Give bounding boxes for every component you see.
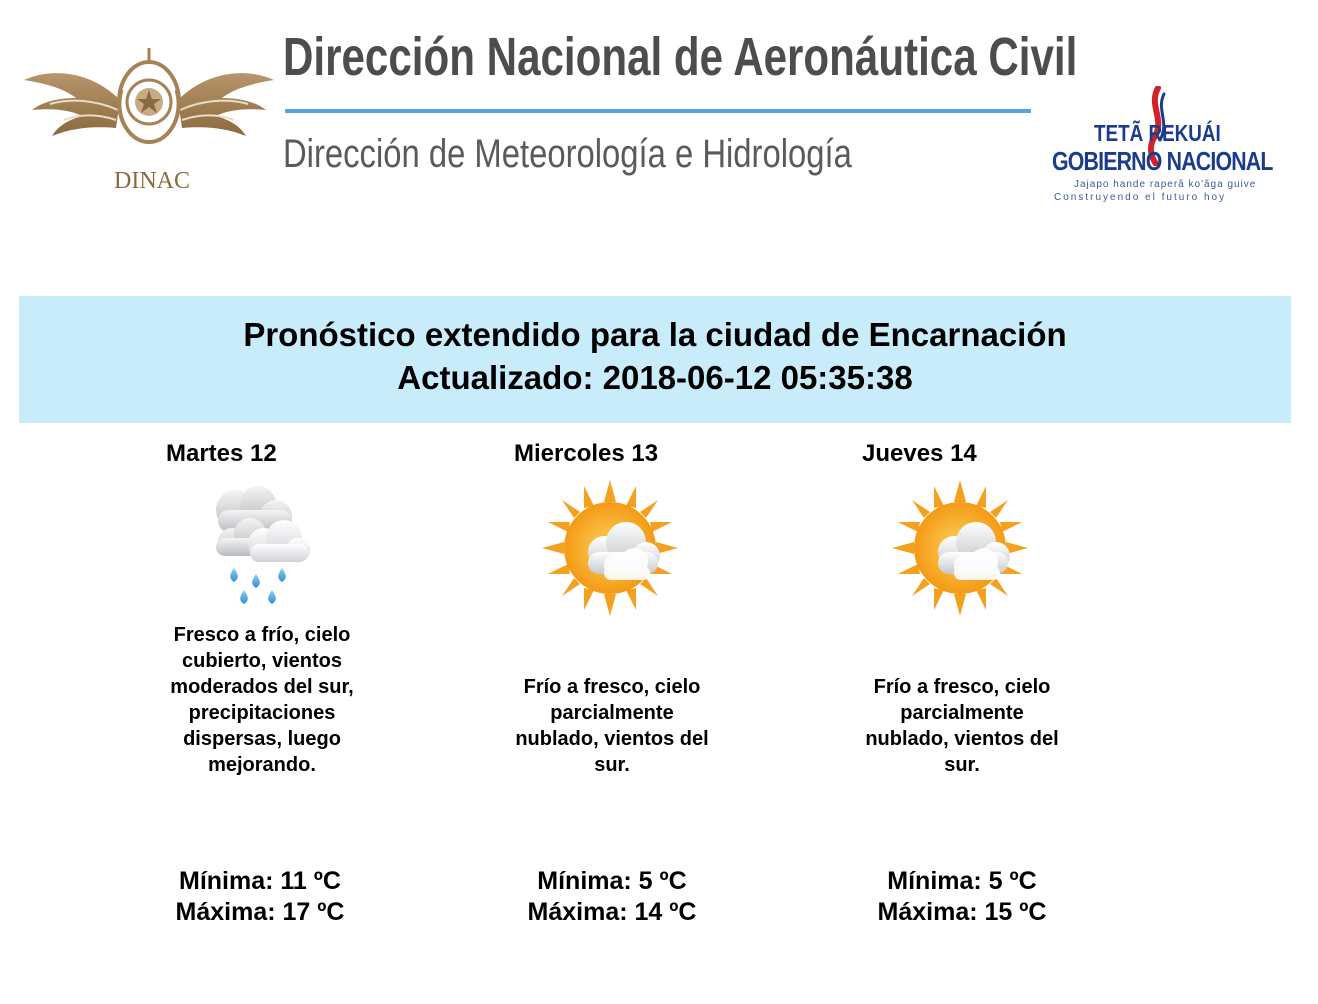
forecast-day-2 bbox=[514, 436, 834, 956]
dinac-logo bbox=[20, 40, 278, 200]
winged-emblem-icon bbox=[20, 40, 278, 170]
gov-logo-tagline-guarani: Jajapo hande raperã ko'ãga guive bbox=[1074, 179, 1257, 190]
sun-cloud-icon bbox=[892, 480, 1028, 616]
banner-title: Pronóstico extendido para la ciudad de Encarnación bbox=[243, 316, 1067, 353]
government-logo bbox=[1046, 86, 1278, 206]
day-description: Frío a fresco, cielo parcialmente nublado, vientos del sur. bbox=[865, 676, 1059, 776]
gov-logo-line1: TETÃ REKUÁI bbox=[1094, 120, 1221, 146]
forecast-banner bbox=[19, 296, 1291, 423]
forecast-day-3 bbox=[862, 436, 1182, 956]
cloud-rain-icon bbox=[206, 482, 316, 612]
gov-logo-tagline-spanish: Construyendo el futuro hoy bbox=[1054, 192, 1227, 203]
title-divider bbox=[285, 109, 1031, 113]
day-temperatures bbox=[482, 866, 742, 928]
day-name: Miercoles 13 bbox=[514, 440, 659, 467]
dinac-logo-text: DINAC bbox=[114, 168, 190, 194]
max-temperature: Máxima: 15 ºC bbox=[877, 898, 1047, 926]
day-temperatures bbox=[130, 866, 390, 928]
department-title: Dirección de Meteorología e Hidrología bbox=[283, 132, 852, 176]
day-description: Fresco a frío, cielo cubierto, vientos moderados del sur, precipitaciones dispersas, luego mejorando. bbox=[170, 624, 354, 776]
agency-title: Dirección Nacional de Aeronáutica Civil bbox=[283, 27, 1078, 87]
max-temperature: Máxima: 14 ºC bbox=[527, 898, 697, 926]
max-temperature: Máxima: 17 ºC bbox=[175, 898, 345, 926]
day-description: Frío a fresco, cielo parcialmente nublado, vientos del sur. bbox=[515, 676, 709, 776]
min-temperature: Mínima: 11 ºC bbox=[179, 867, 341, 895]
day-temperatures bbox=[832, 866, 1092, 928]
forecast-day-1 bbox=[166, 436, 486, 956]
day-name: Martes 12 bbox=[166, 440, 277, 467]
day-name: Jueves 14 bbox=[862, 440, 977, 467]
gov-logo-line2: GOBIERNO NACIONAL bbox=[1052, 146, 1273, 176]
sun-cloud-icon bbox=[542, 480, 678, 616]
min-temperature: Mínima: 5 ºC bbox=[537, 867, 687, 895]
header bbox=[0, 0, 1318, 230]
min-temperature: Mínima: 5 ºC bbox=[887, 867, 1037, 895]
banner-updated-timestamp: Actualizado: 2018-06-12 05:35:38 bbox=[397, 359, 913, 396]
